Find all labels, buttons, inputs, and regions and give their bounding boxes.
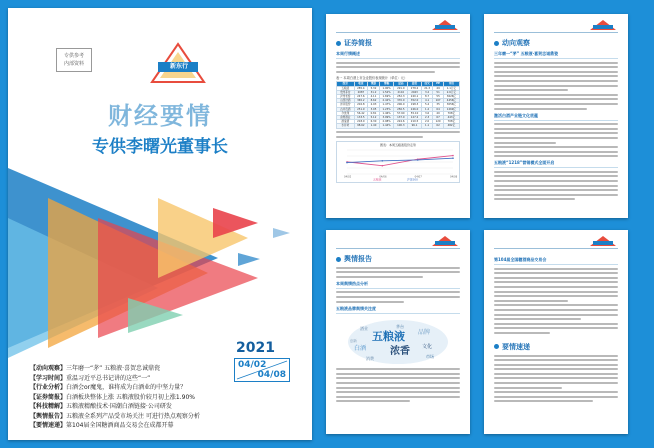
table-cell: 3.6 bbox=[421, 111, 433, 115]
bullet-icon bbox=[494, 41, 499, 46]
table-cell: 洋河股份 bbox=[337, 103, 355, 107]
table-cell: 64 bbox=[433, 107, 443, 111]
table-cell: 251.9 bbox=[354, 107, 368, 111]
table-cell: 708亿 bbox=[443, 111, 459, 115]
stock-chart bbox=[336, 141, 460, 183]
reference-tag bbox=[56, 48, 92, 72]
table-cell: 古井贡酒 bbox=[337, 107, 355, 111]
bullet-icon bbox=[336, 257, 341, 262]
cloud-word: 市场 bbox=[426, 353, 434, 359]
table-cell: 4.1 bbox=[421, 99, 433, 103]
table-cell: 舍得酒业 bbox=[337, 116, 355, 120]
table-cell: 水井坊 bbox=[337, 124, 355, 128]
table-cell: 2110 bbox=[394, 90, 408, 94]
cover-subtitle: 专供李曙光董事长 bbox=[92, 137, 228, 157]
table-cell: 210.5 bbox=[408, 120, 422, 124]
cloud-word: 白酒 bbox=[354, 344, 367, 352]
x-tick-label: 04/08 bbox=[450, 175, 458, 179]
table-cell: 涨幅 bbox=[379, 82, 394, 86]
table-cell: 100.3 bbox=[394, 124, 408, 128]
section-heading: 动向观察 bbox=[494, 38, 530, 48]
table-cell: 67 bbox=[433, 116, 443, 120]
page-trend-observation bbox=[484, 14, 628, 218]
cover-title: 财经要情 bbox=[108, 101, 212, 130]
sub-heading: 五粮液品牌舆情关注度 bbox=[336, 306, 460, 314]
page-header bbox=[326, 14, 470, 34]
table-cell: 2.42% bbox=[379, 99, 394, 103]
table-cell: 收盘 bbox=[354, 82, 368, 86]
table-cell: 247.6 bbox=[354, 94, 368, 98]
bullet-icon bbox=[336, 41, 341, 46]
x-tick-label: 04/02 bbox=[344, 175, 352, 179]
cloud-word: 文化 bbox=[422, 343, 433, 350]
page-public-opinion bbox=[326, 230, 470, 434]
table-cell: 2.98% bbox=[379, 120, 394, 124]
date-end: 04/08 bbox=[257, 370, 286, 380]
table-cell: 2.0 bbox=[421, 120, 433, 124]
table-cell: 3626亿 bbox=[443, 94, 459, 98]
toc-item[interactable]: 【动向观察】三年磨一“茅” 五粮液·喜贺忠诚鼎瓷 bbox=[30, 365, 161, 372]
sub-heading: 三年磨一“茅” 五粮液·喜贺忠诚鼎瓷 bbox=[494, 51, 618, 59]
report-cover bbox=[8, 8, 312, 440]
logo-text: 新东行 bbox=[169, 63, 188, 70]
page-securities-brief bbox=[326, 14, 470, 218]
table-cell: 35 bbox=[433, 103, 443, 107]
stock-table bbox=[336, 81, 460, 128]
table-cell: 6.30 bbox=[368, 120, 380, 124]
table-cell: 1.90% bbox=[379, 86, 394, 90]
table-cell: 256.5 bbox=[394, 107, 408, 111]
table-cell: 2043 bbox=[408, 90, 422, 94]
table-cell: 62 bbox=[433, 124, 443, 128]
table-cell: 127.2 bbox=[408, 116, 422, 120]
page-news-express bbox=[484, 230, 628, 434]
cloud-word: 消费 bbox=[366, 355, 374, 361]
table-cell: 240.1 bbox=[408, 94, 422, 98]
data-point bbox=[346, 162, 348, 164]
table-cell: 51 bbox=[433, 90, 443, 94]
page-header bbox=[484, 230, 628, 250]
table-cell: 107 bbox=[433, 99, 443, 103]
table-cell: 278.2 bbox=[408, 86, 422, 90]
table-cell: 最高 bbox=[394, 82, 408, 86]
sub-heading: 本周舆情热点分析 bbox=[336, 281, 460, 289]
table-cell: 最低 bbox=[408, 82, 422, 86]
sub-heading: 激活白酒产业链文化底蕴 bbox=[494, 113, 618, 121]
table-cell: 198.3 bbox=[408, 103, 422, 107]
table-cell: 贵州茅台 bbox=[337, 90, 355, 94]
data-point bbox=[452, 157, 454, 159]
table-cell: 137.0 bbox=[394, 116, 408, 120]
data-point bbox=[382, 165, 384, 167]
cloud-word: 五粮液 bbox=[372, 329, 405, 343]
table-cell: 365.2 bbox=[354, 99, 368, 103]
table-cell: 1.2 bbox=[421, 107, 433, 111]
table-cell: 21.3 bbox=[421, 86, 433, 90]
table-cell: 成交 bbox=[421, 82, 433, 86]
table-cell: 1.40 bbox=[368, 124, 380, 128]
legend-label: 五粮液 bbox=[373, 177, 382, 182]
cloud-word: 浓香 bbox=[390, 345, 410, 357]
chart-plot bbox=[337, 142, 459, 182]
tag-line-1: 专供参考 bbox=[63, 53, 84, 59]
table-cell: 370.0 bbox=[394, 99, 408, 103]
toc-item[interactable]: 【证券简报】白酒板块整体上涨 五粮液股价较月初上涨1.90% bbox=[30, 393, 195, 401]
table-cell: 8.62 bbox=[368, 99, 380, 103]
table-cell: 酒鬼酒 bbox=[337, 120, 355, 124]
table-cell: 202.8 bbox=[354, 103, 368, 107]
toc-item[interactable]: 【行业分析】白酒会or魔鬼，谁将成为白酒业的中坚力量？ bbox=[30, 384, 187, 391]
table-cell: 1.44% bbox=[379, 124, 394, 128]
bullet-icon bbox=[494, 344, 499, 349]
table-cell: 482亿 bbox=[443, 124, 459, 128]
table-cell: 8.7 bbox=[421, 94, 433, 98]
table-cell: 泸州老窖 bbox=[337, 94, 355, 98]
table-cell: 443亿 bbox=[443, 116, 459, 120]
table-cell: 1269亿 bbox=[443, 107, 459, 111]
table-cell: 55.10 bbox=[408, 111, 422, 115]
date-start: 04/02 bbox=[238, 360, 267, 370]
tag-line-2: 内部资料 bbox=[63, 61, 84, 67]
table-cell: 3056亿 bbox=[443, 103, 459, 107]
page-body bbox=[494, 48, 618, 203]
table-cell: 96.1 bbox=[408, 124, 422, 128]
section-heading: 证券简报 bbox=[336, 38, 372, 48]
sub-heading: 第104届全国糖酒商品交易会 bbox=[494, 257, 618, 265]
mini-logo-icon bbox=[590, 20, 616, 30]
mini-logo-icon bbox=[432, 20, 458, 30]
page-header bbox=[326, 230, 470, 250]
cloud-word: 品牌 bbox=[418, 328, 431, 336]
table-cell: 市值 bbox=[443, 82, 459, 86]
data-point bbox=[382, 160, 384, 162]
table-cell: 2.93 bbox=[368, 103, 380, 107]
toc-item[interactable]: 【科技精解】五粮液精酿技术·国潮白酒链接·公司研发 bbox=[30, 403, 172, 410]
page-header bbox=[484, 14, 628, 34]
table-of-contents bbox=[30, 364, 230, 431]
table-cell: 1.52% bbox=[379, 90, 394, 94]
table-cell: 1.23% bbox=[379, 107, 394, 111]
table-cell: 4456亿 bbox=[443, 99, 459, 103]
table-cell: 120 bbox=[433, 120, 443, 124]
sub-heading: 五粮液“1218”营销模式全面开启 bbox=[494, 160, 618, 168]
table-cell: 31.2 bbox=[368, 90, 380, 94]
table-cell: 285.4 bbox=[354, 86, 368, 90]
x-tick-label: 04/06 bbox=[379, 175, 387, 179]
table-cell: 2.3 bbox=[421, 116, 433, 120]
toc-item[interactable]: 【舆情报告】五粮液全系列产品受市场关注 可进行热点观察分析 bbox=[30, 412, 200, 420]
cloud-word: 创新 bbox=[350, 338, 357, 343]
data-point bbox=[452, 155, 454, 157]
table-cell: 2087 bbox=[354, 90, 368, 94]
table-cell: 218.0 bbox=[354, 120, 368, 124]
table-cell: 352.0 bbox=[408, 99, 422, 103]
table-cell: 5.4 bbox=[421, 103, 433, 107]
table-cell: 4.11 bbox=[368, 94, 380, 98]
table-cell: 1.46% bbox=[379, 111, 394, 115]
table-cell: 708亿 bbox=[443, 120, 459, 124]
table-cell: 57.60 bbox=[394, 111, 408, 115]
table-cell: 1.47% bbox=[379, 103, 394, 107]
report-date-range bbox=[234, 358, 290, 382]
table-cell: 1.69% bbox=[379, 94, 394, 98]
cloud-word: 酒业 bbox=[360, 325, 368, 331]
table-cell: 1.1万亿 bbox=[443, 86, 459, 90]
table-cell: 224.6 bbox=[394, 120, 408, 124]
table-cell: 206.0 bbox=[394, 103, 408, 107]
table-cell: 股票 bbox=[337, 82, 355, 86]
table-cell: 3.2 bbox=[421, 90, 433, 94]
table-cell: 40 bbox=[433, 111, 443, 115]
table-cell: 246.0 bbox=[408, 107, 422, 111]
table-cell: 56.42 bbox=[354, 111, 368, 115]
table-cell: 252.3 bbox=[394, 94, 408, 98]
toc-item[interactable]: 【要情速递】第104届全国糖酒商品交易会在成都开幕 bbox=[30, 422, 174, 429]
legend-label: 沪深300 bbox=[407, 177, 418, 182]
table-cell: 山西汾酒 bbox=[337, 99, 355, 103]
table-cell: 五粮液 bbox=[337, 86, 355, 90]
mini-logo-icon bbox=[432, 236, 458, 246]
x-tick-label: 04/07 bbox=[414, 175, 422, 179]
table-cell: 2.6万亿 bbox=[443, 90, 459, 94]
table-cell: PE bbox=[433, 82, 443, 86]
section-heading: 舆情报告 bbox=[336, 254, 372, 264]
table-cell: 3.99% bbox=[379, 116, 394, 120]
cover-triangles-art bbox=[8, 158, 312, 358]
report-year: 2021 bbox=[236, 340, 275, 356]
sub-heading: 本周行情概述 bbox=[336, 51, 460, 59]
table-cell: 5.32 bbox=[368, 86, 380, 90]
page-body bbox=[336, 264, 460, 405]
page-body bbox=[336, 48, 460, 183]
table-cell: 55 bbox=[433, 94, 443, 98]
table-row bbox=[337, 124, 460, 128]
table-cell: 133.5 bbox=[354, 116, 368, 120]
table-cell: 98.62 bbox=[354, 124, 368, 128]
table-cell: 今世缘 bbox=[337, 111, 355, 115]
data-point bbox=[417, 159, 419, 161]
page-body bbox=[494, 254, 618, 405]
table-cell: 0.81 bbox=[368, 111, 380, 115]
table-cell: 涨跌 bbox=[368, 82, 380, 86]
section-heading: 要情速递 bbox=[494, 342, 618, 352]
chart-title: 图表：本周五粮液股价走势 bbox=[379, 142, 416, 147]
table-cell: 3.05 bbox=[368, 107, 380, 111]
mini-logo-icon bbox=[590, 236, 616, 246]
table-caption: 表一 本周白酒上市企业股价表现统计（单位：元） bbox=[336, 76, 408, 81]
publisher-logo bbox=[148, 42, 208, 86]
table-cell: 1.1 bbox=[421, 124, 433, 128]
table-cell: 291.0 bbox=[394, 86, 408, 90]
cloud-word: 茅台 bbox=[396, 323, 404, 329]
table-cell: 49 bbox=[433, 86, 443, 90]
table-cell: 5.12 bbox=[368, 116, 380, 120]
toc-item[interactable]: 【学习时间】重温习近平总书记讲的这些“一” bbox=[30, 374, 151, 382]
word-cloud bbox=[346, 318, 450, 366]
